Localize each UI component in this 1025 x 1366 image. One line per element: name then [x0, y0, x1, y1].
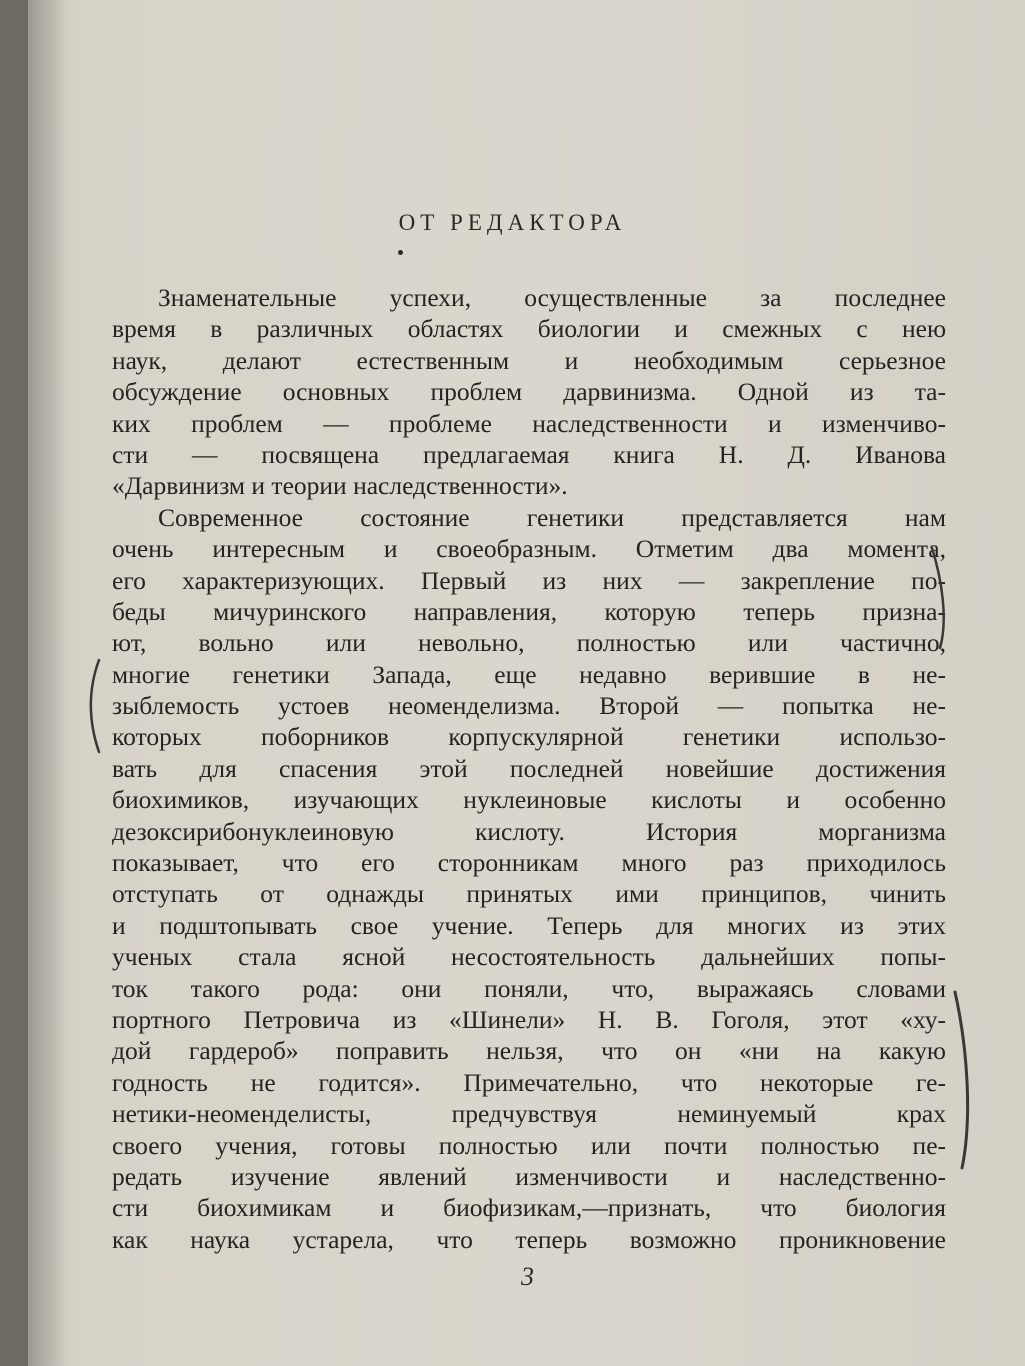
text-line: вать для спасения этой последней новейшие достижения: [112, 753, 946, 783]
text-line: нетики-неоменделисты, предчувствуя неминуемый крах: [112, 1099, 946, 1129]
text-line: биохимиков, изучающих нуклеиновые кислоты и особенно: [112, 785, 946, 815]
text-line: показывает, что его сторонникам много раз приходилось: [112, 848, 946, 878]
text-line: его характеризующих. Первый из них — закрепление по-: [112, 565, 946, 595]
text-line: портного Петровича из «Шинели» Н. В. Гоголя, этот «ху-: [112, 1004, 946, 1034]
text-line: «Дарвинизм и теории наследственности».: [112, 471, 568, 501]
text-line: годность не годится». Примечательно, что некоторые ге-: [112, 1067, 946, 1097]
text-line: дезоксирибонуклеиновую кислоту. История морганизма: [112, 816, 946, 846]
heading-dot: [398, 250, 403, 255]
text-line: ученых стала ясной несостоятельность дальнейших попы-: [112, 942, 946, 972]
page-gutter-shadow: [28, 0, 68, 1366]
text-line: сти биохимикам и биофизикам,—признать, что биология: [112, 1193, 946, 1223]
text-line: дой гардероб» поправить нельзя, что он «ни на какую: [112, 1036, 946, 1066]
page-number: 3: [521, 1262, 534, 1291]
text-line: время в различных областях биологии и смежных с нею: [112, 314, 946, 344]
text-line: очень интересным и своеобразным. Отметим два момента,: [112, 534, 946, 564]
text-line: многие генетики Запада, еще недавно верившие в не-: [112, 659, 946, 689]
text-line: как наука устарела, что теперь возможно проникновение: [112, 1224, 946, 1254]
text-line: Современное состояние генетики представляется нам: [158, 502, 946, 532]
text-line: которых поборников корпускулярной генетики использо-: [112, 722, 946, 752]
text-line: ких проблем — проблеме наследственности и изменчиво-: [112, 408, 946, 438]
text-line: сти — посвящена предлагаемая книга Н. Д. Иванова: [112, 439, 946, 469]
text-line: наук, делают естественным и необходимым серьезное: [112, 345, 946, 375]
text-line: редать изучение явлений изменчивости и наследственно-: [112, 1161, 946, 1191]
body-text: [112, 282, 946, 1255]
paragraph-2: [112, 502, 946, 1255]
text-line: ют, вольно или невольно, полностью или частично,: [112, 628, 946, 658]
text-line: Знаменательные успехи, осуществленные за последнее: [158, 283, 946, 312]
text-line: зыблемость устоев неоменделизма. Второй — попытка не-: [112, 691, 946, 721]
text-line: обсуждение основных проблем дарвинизма. Одной из та-: [112, 377, 946, 407]
text-line: отступать от однажды принятых ими принципов, чинить: [112, 879, 946, 909]
paragraph-1: [112, 282, 946, 502]
text-line: ток такого рода: они поняли, что, выражаясь словами: [112, 973, 946, 1003]
text-line: беды мичуринского направления, которую теперь призна-: [112, 596, 946, 626]
text-line: своего учения, готовы полностью или почти полностью пе-: [112, 1130, 946, 1160]
text-line: и подштопывать свое учение. Теперь для многих из этих: [112, 910, 946, 940]
page-heading: ОТ РЕДАКТОРА: [398, 210, 627, 235]
